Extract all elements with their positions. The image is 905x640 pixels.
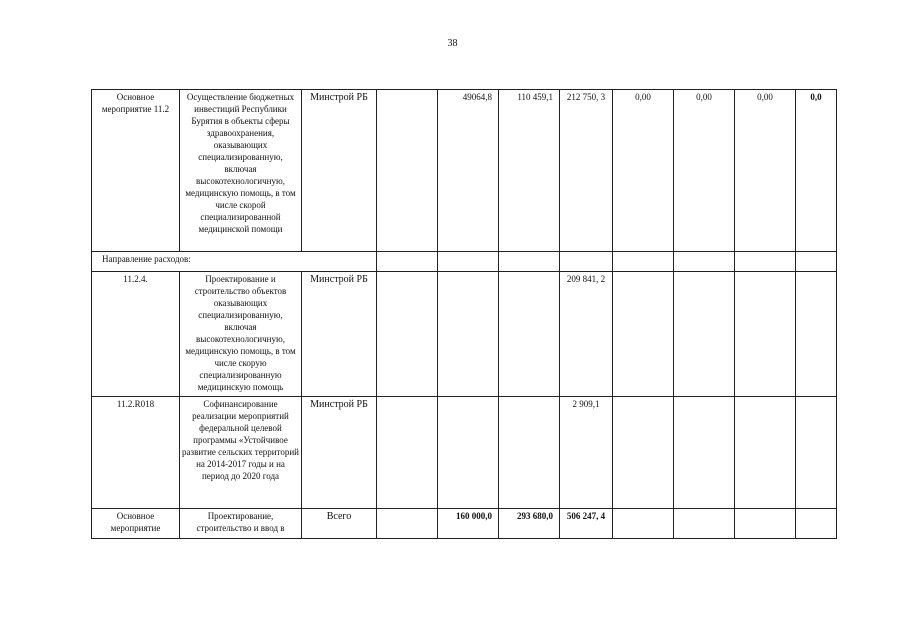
cell-empty [796, 252, 837, 272]
cell-empty [377, 397, 438, 509]
cell-code: Основное мероприятие [92, 509, 180, 539]
cell-empty [438, 252, 499, 272]
cell-value-3: 2 909,1 [560, 397, 613, 509]
cell-executor: Всего [302, 509, 377, 539]
cell-empty [796, 272, 837, 397]
budget-table [91, 89, 837, 539]
cell-empty [377, 252, 438, 272]
cell-code: 11.2.4. [92, 272, 180, 397]
cell-empty [735, 509, 796, 539]
cell-code: Основное мероприятие 11.2 [92, 90, 180, 252]
cell-value-3: 506 247, 4 [560, 509, 613, 539]
cell-empty [674, 397, 735, 509]
cell-empty [438, 272, 499, 397]
cell-empty [377, 272, 438, 397]
cell-value-5: 0,00 [674, 90, 735, 252]
cell-empty [735, 252, 796, 272]
cell-value-3: 209 841, 2 [560, 272, 613, 397]
cell-empty [613, 509, 674, 539]
cell-empty [796, 509, 837, 539]
cell-value-6: 0,00 [735, 90, 796, 252]
page-number: 38 [447, 38, 458, 49]
cell-empty [735, 397, 796, 509]
cell-empty [377, 90, 438, 252]
table-row [92, 509, 837, 539]
cell-value-1: 160 000,0 [438, 509, 499, 539]
cell-direction-label: Направление расходов: [92, 252, 377, 272]
cell-empty [499, 272, 560, 397]
cell-value-2: 110 459,1 [499, 90, 560, 252]
cell-value-4: 0,00 [613, 90, 674, 252]
cell-description: Проектирование, строительство и ввод в [180, 509, 302, 539]
cell-description: Проектирование и строительство объектов оказывающих специализированную, включая высокотехнологичную, медицинскую помощь, в том числе скорую специализированную медицинскую помощь [180, 272, 302, 397]
cell-empty [560, 252, 613, 272]
cell-empty [674, 509, 735, 539]
cell-empty [613, 397, 674, 509]
cell-executor: Минстрой РБ [302, 397, 377, 509]
cell-empty [796, 397, 837, 509]
cell-empty [674, 252, 735, 272]
cell-description: Осуществление бюджетных инвестиций Республики Бурятия в объекты сферы здравоохранения, оказывающих специализированную, включая высокотехнологичную, медицинскую помощь, в том числе скорой специализированной медицинской помощи [180, 90, 302, 252]
cell-description: Софинансирование реализации мероприятий федеральной целевой программы «Устойчивое развитие сельских территорий на 2014-2017 годы и на период до 2020 года [180, 397, 302, 509]
cell-value-1: 49064,8 [438, 90, 499, 252]
cell-empty [735, 272, 796, 397]
table-row [92, 252, 837, 272]
cell-empty [438, 397, 499, 509]
cell-empty [377, 509, 438, 539]
table-row [92, 272, 837, 397]
cell-empty [613, 252, 674, 272]
cell-executor: Минстрой РБ [302, 90, 377, 252]
cell-value-2: 293 680,0 [499, 509, 560, 539]
cell-code: 11.2.R018 [92, 397, 180, 509]
cell-empty [499, 252, 560, 272]
cell-value-7: 0,0 [796, 90, 837, 252]
cell-empty [499, 397, 560, 509]
cell-empty [613, 272, 674, 397]
cell-executor: Минстрой РБ [302, 272, 377, 397]
cell-empty [674, 272, 735, 397]
cell-value-3: 212 750, 3 [560, 90, 613, 252]
table-row [92, 90, 837, 252]
table-row [92, 397, 837, 509]
